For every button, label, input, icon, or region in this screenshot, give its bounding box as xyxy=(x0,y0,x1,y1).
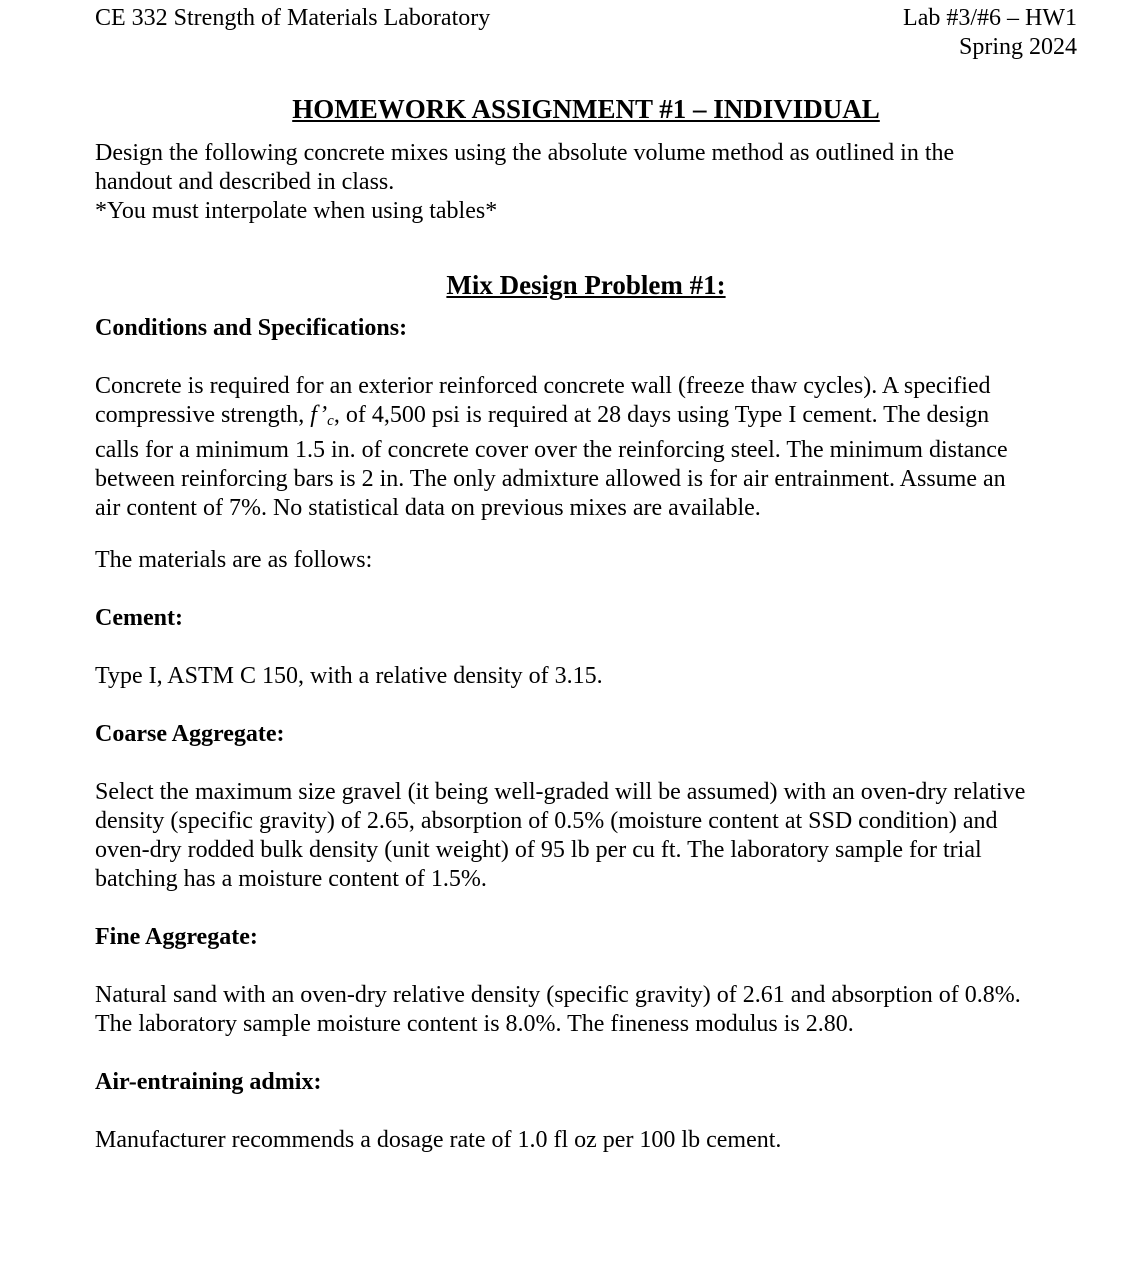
lab-number: Lab #3/#6 – HW1 xyxy=(903,5,1077,31)
cement-text: Type I, ASTM C 150, with a relative density of 3.15. xyxy=(95,663,603,689)
air-admix-text: Manufacturer recommends a dosage rate of 1.0 fl oz per 100 lb cement. xyxy=(95,1127,782,1153)
fine-line-1: Natural sand with an oven-dry relative density (specific gravity) of 2.61 and absorption of 0.8%. xyxy=(95,982,1021,1008)
conditions-paragraph xyxy=(95,372,1085,523)
lab-header xyxy=(903,4,1077,62)
fine-aggregate-paragraph xyxy=(95,981,1085,1039)
conditions-line-2b: , of 4,500 psi is required at 28 days using Type I cement. The design xyxy=(333,402,990,428)
coarse-aggregate-heading: Coarse Aggregate: xyxy=(95,721,285,747)
conditions-line-5: air content of 7%. No statistical data on previous mixes are available. xyxy=(95,495,761,521)
problem-title: Mix Design Problem #1: xyxy=(446,270,726,300)
conditions-line-4: between reinforcing bars is 2 in. The only admixture allowed is for air entrainment. Assume an xyxy=(95,466,1006,492)
fc-symbol: f’ xyxy=(310,402,328,428)
course-header: CE 332 Strength of Materials Laboratory xyxy=(95,5,491,31)
materials-intro: The materials are as follows: xyxy=(95,547,373,573)
fc-subscript: c xyxy=(327,413,334,429)
conditions-line-1: Concrete is required for an exterior reinforced concrete wall (freeze thaw cycles). A specified xyxy=(95,373,991,399)
intro-line-1: Design the following concrete mixes using the absolute volume method as outlined in the xyxy=(95,140,955,166)
fine-aggregate-heading: Fine Aggregate: xyxy=(95,924,258,950)
air-admix-heading: Air-entraining admix: xyxy=(95,1069,322,1095)
conditions-line-3: calls for a minimum 1.5 in. of concrete cover over the reinforcing steel. The minimum distance xyxy=(95,437,1008,463)
cement-heading: Cement: xyxy=(95,605,183,631)
intro-line-2: handout and described in class. xyxy=(95,169,395,195)
coarse-line-4: batching has a moisture content of 1.5%. xyxy=(95,866,487,892)
conditions-heading: Conditions and Specifications: xyxy=(95,315,408,341)
coarse-line-3: oven-dry rodded bulk density (unit weight) of 95 lb per cu ft. The laboratory sample for trial xyxy=(95,837,982,863)
coarse-line-2: density (specific gravity) of 2.65, absorption of 0.5% (moisture content at SSD condition) and xyxy=(95,808,998,834)
coarse-aggregate-paragraph xyxy=(95,778,1085,894)
term: Spring 2024 xyxy=(958,34,1077,60)
intro-note: *You must interpolate when using tables* xyxy=(95,198,498,224)
intro-paragraph xyxy=(95,139,1085,226)
page-title: HOMEWORK ASSIGNMENT #1 – INDIVIDUAL xyxy=(292,94,880,124)
conditions-line-2 xyxy=(95,401,1085,436)
fine-line-2: The laboratory sample moisture content is 8.0%. The fineness modulus is 2.80. xyxy=(95,1011,854,1037)
coarse-line-1: Select the maximum size gravel (it being well-graded will be assumed) with an oven-dry relative xyxy=(95,779,1026,805)
conditions-line-2a: compressive strength, xyxy=(95,402,311,428)
